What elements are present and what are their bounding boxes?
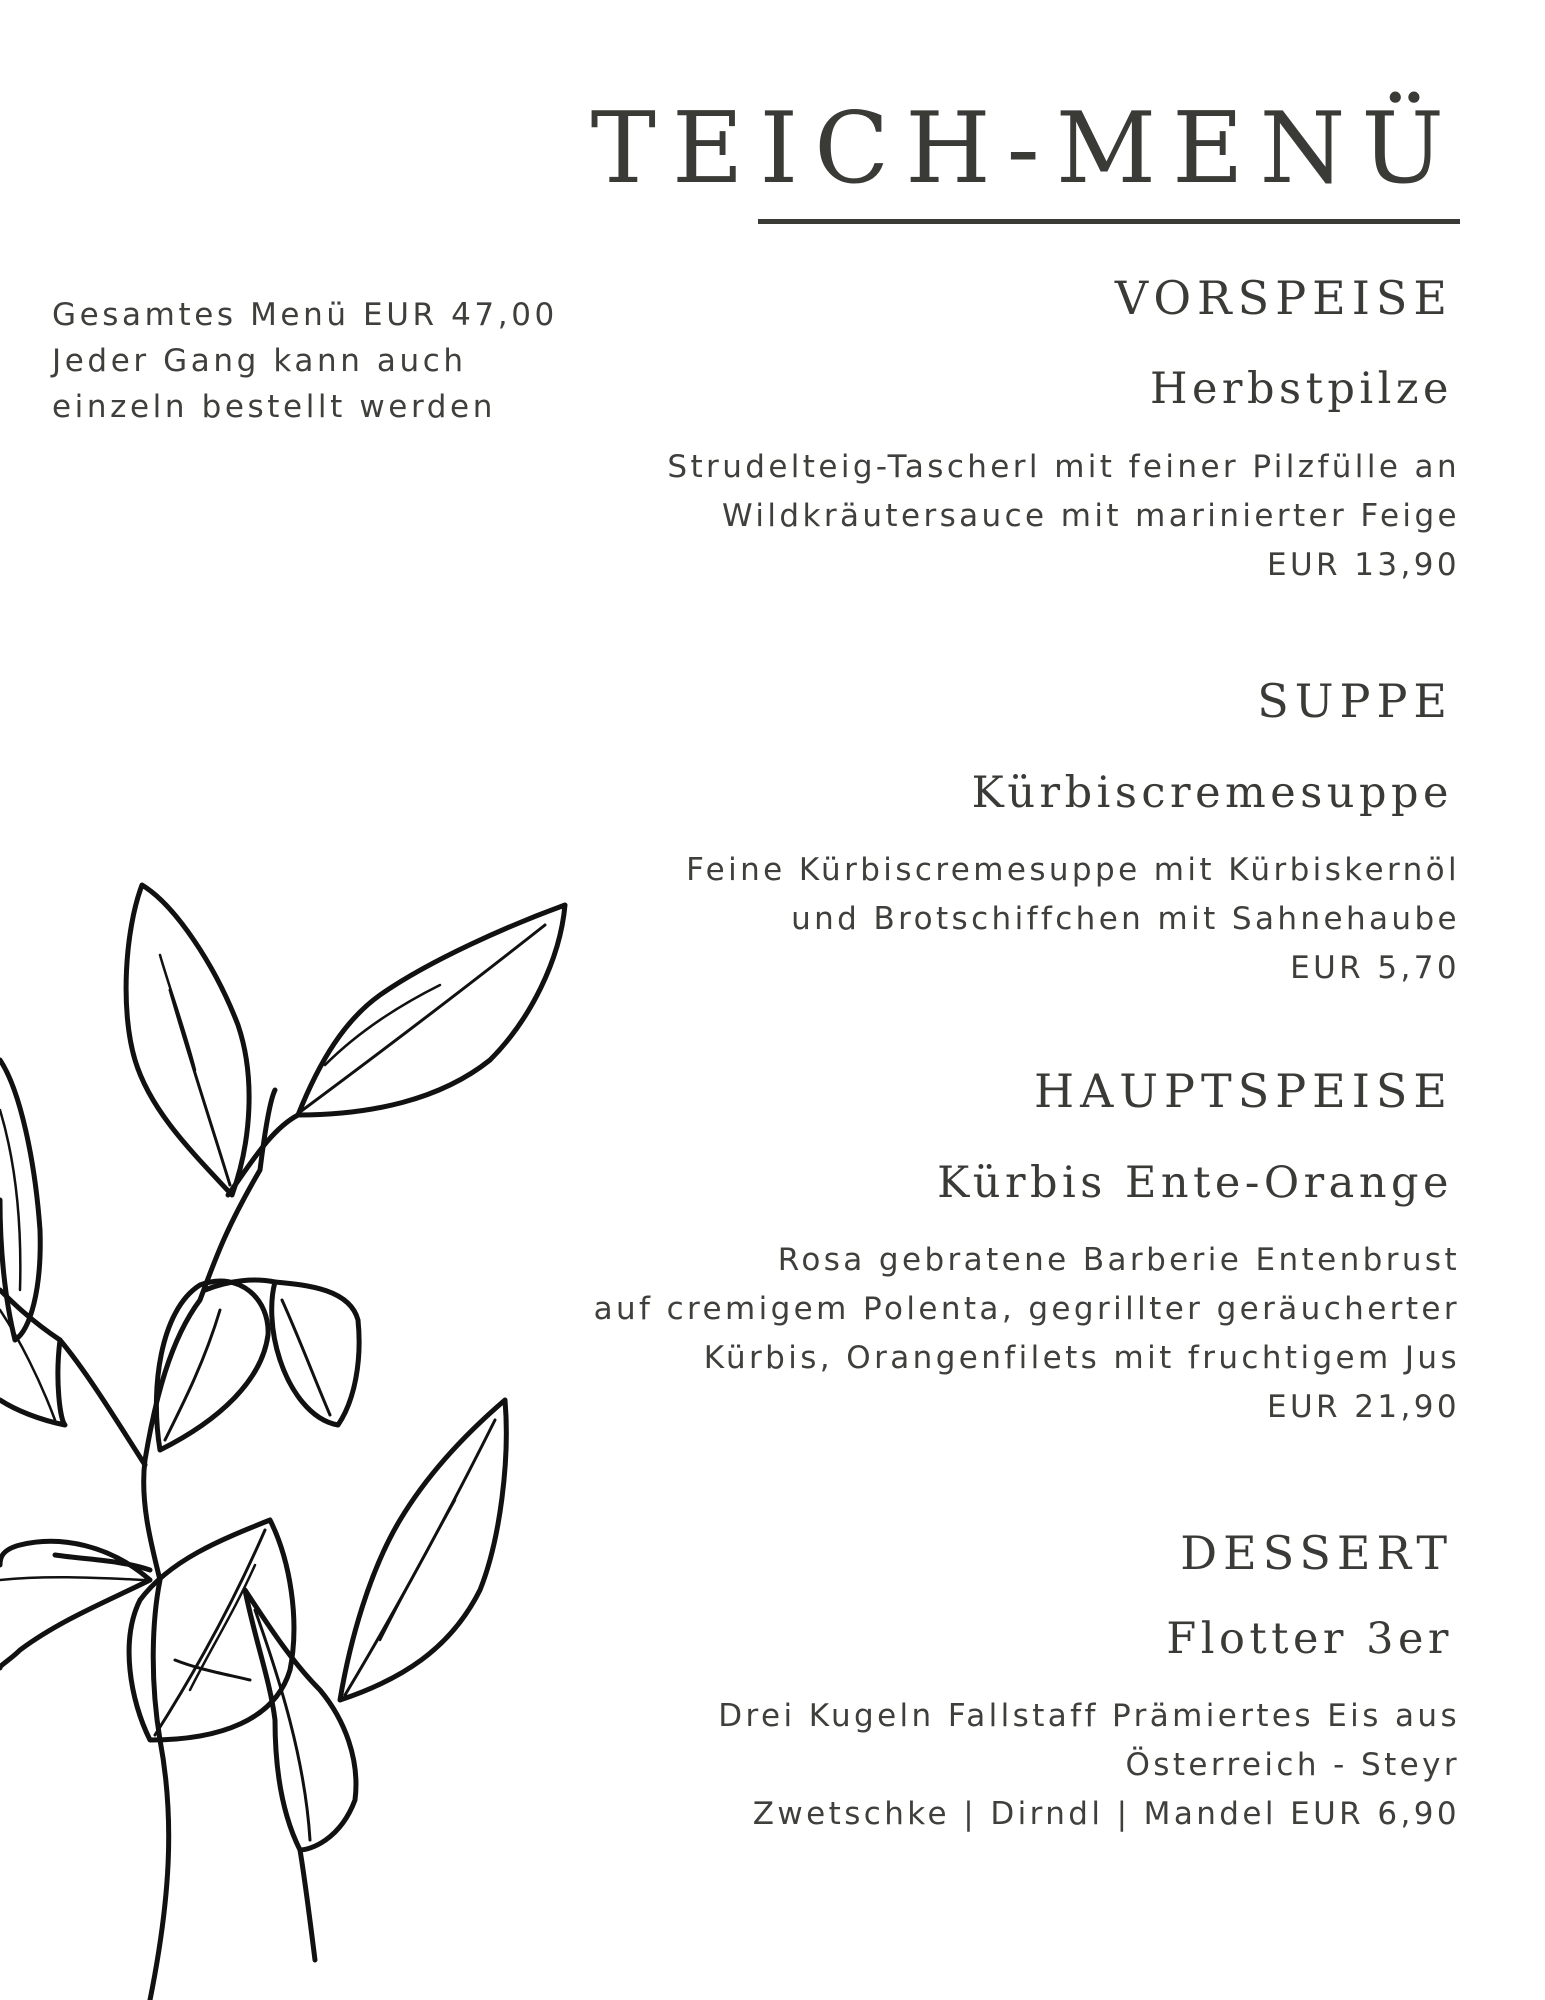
dish-description-hauptspeise — [594, 1236, 1460, 1432]
dish-name-hauptspeise: Kürbis Ente-Orange — [937, 1158, 1453, 1208]
leaf-branch-illustration-icon — [0, 870, 580, 2000]
dish-description-dessert — [718, 1692, 1460, 1839]
dish-name-dessert: Flotter 3er — [1166, 1614, 1453, 1664]
dish-price: EUR 5,70 — [1290, 950, 1460, 986]
intro-line: einzeln bestellt werden — [52, 389, 496, 425]
description-line: und Brotschiffchen mit Sahnehaube — [791, 901, 1460, 937]
course-title-dessert: DESSERT — [1180, 1526, 1453, 1580]
dish-name-vorspeise: Herbstpilze — [1149, 364, 1453, 414]
description-line: Rosa gebratene Barberie Entenbrust — [777, 1242, 1460, 1278]
dish-price: EUR 21,90 — [1266, 1389, 1460, 1425]
course-title-hauptspeise: HAUPTSPEISE — [1033, 1064, 1453, 1118]
dish-description-vorspeise — [667, 443, 1460, 590]
description-line: Wildkräutersauce mit marinierter Feige — [722, 498, 1460, 534]
description-line: Drei Kugeln Fallstaff Prämiertes Eis aus — [718, 1698, 1460, 1734]
description-line: Österreich - Steyr — [1125, 1747, 1460, 1783]
menu-title: TEICH-MENÜ — [590, 92, 1460, 206]
description-line: Kürbis, Orangenfilets mit fruchtigem Jus — [703, 1340, 1460, 1376]
description-line: auf cremigem Polenta, gegrillter geräucherter — [593, 1291, 1460, 1327]
description-line: Feine Kürbiscremesuppe mit Kürbiskernöl — [686, 852, 1460, 888]
dish-price: EUR 13,90 — [1266, 547, 1460, 583]
course-title-suppe: SUPPE — [1257, 674, 1453, 728]
dish-name-suppe: Kürbiscremesuppe — [971, 768, 1453, 818]
course-title-vorspeise: VORSPEISE — [1114, 271, 1453, 325]
intro-line: Gesamtes Menü EUR 47,00 — [52, 297, 558, 333]
description-line: Strudelteig-Tascherl mit feiner Pilzfülle an — [667, 449, 1460, 485]
menu-intro — [52, 292, 558, 430]
description-line: Zwetschke | Dirndl | Mandel EUR 6,90 — [752, 1796, 1460, 1832]
dish-description-suppe — [686, 846, 1460, 993]
intro-line: Jeder Gang kann auch — [52, 343, 467, 379]
title-underline — [758, 219, 1460, 224]
